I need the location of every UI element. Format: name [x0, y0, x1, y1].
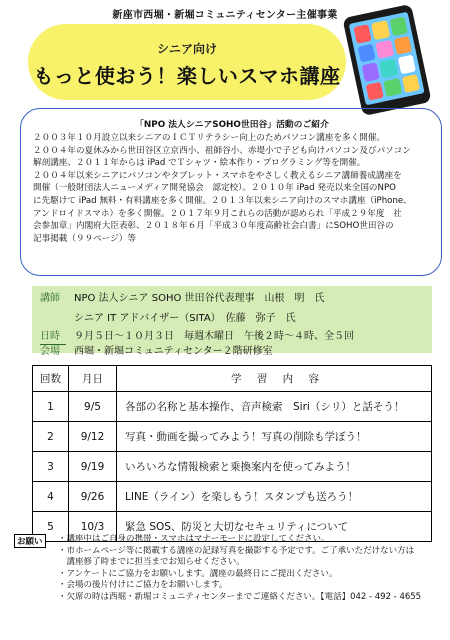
sponsor-text: 新座市西堀・新堀コミュニティセンター主催事業: [112, 10, 338, 21]
lecturer-row: [40, 312, 424, 326]
session-date: 9/12: [69, 422, 117, 452]
venue-value: 西堀・新堀コミュニティセンター２階研修室: [74, 346, 273, 357]
table-row: [33, 482, 432, 512]
session-number: 3: [33, 452, 69, 482]
venue-label: 会場: [40, 346, 60, 357]
header-date: 月日: [69, 366, 117, 392]
app-tile-icon: [358, 43, 376, 62]
session-content: 緊急 SOS、防災と大切なセキュリティについて: [117, 512, 432, 542]
app-tile-icon: [375, 39, 393, 58]
note-item: ・講座中はご自身の携帯・スマホはマナーモードに設定してください。: [58, 534, 330, 544]
table-row: [33, 452, 432, 482]
session-number: 1: [33, 392, 69, 422]
note-item: ・欠席の時は西堀・新堀コミュニティセンターまでご連絡ください。【電話】042 - 492 - 4655: [58, 591, 422, 602]
app-tile-icon: [393, 36, 411, 55]
intro-heading: 「NPO 法人シニアSOHO世田谷」活動のご紹介: [135, 120, 329, 130]
lecturer-2: シニア IT アドバイザー（SITA） 佐藤 弥子 氏: [74, 313, 296, 324]
intro-line: に先駆けて iPad 無料・有料講座を多く開催。２０１３年以来シニア向けのスマホ講座（iPhone、: [33, 195, 412, 206]
app-tile-icon: [362, 62, 380, 81]
app-tile-icon: [401, 74, 419, 93]
date-row: [40, 330, 424, 345]
phone-screen: [349, 12, 425, 106]
note-item: ・アンケートにご協力をお願いします。講座の最終日にご提出ください。: [58, 568, 338, 579]
session-date: 9/19: [69, 452, 117, 482]
note-item: 講座修了時までに担当までお知らせください。: [58, 557, 245, 568]
notes-label: お願い: [14, 534, 46, 548]
table-row: [33, 392, 432, 422]
intro-line: ２００４年以来シニアにパソコンやタブレット・スマホをやさしく教えるシニア講師養成講座を: [33, 170, 402, 181]
intro-line: アンドロイドスマホ）を多く開催。２０１７年９月これらの活動が認められ「平成２９年度 社: [33, 208, 402, 219]
intro-line: ２００３年１０月設立以来シニアのＩＣＴリテラシー向上のためパソコン講座を多く開催。: [33, 133, 386, 143]
intro-line: 解剖講座、２０１１年からは iPad でＴシャツ・絵本作り・プログラミング等を開催。: [33, 158, 366, 169]
app-tile-icon: [384, 77, 402, 96]
app-tile-icon: [371, 20, 389, 39]
intro-line: ２００４年の夏休みから世田谷区立京西小、祖師谷小、赤堤小で子ども向けパソコン及びパソコン: [33, 145, 411, 156]
app-tile-icon: [353, 24, 371, 43]
session-date: 9/26: [69, 482, 117, 512]
note-item: ・会場の後片付けにご協力をお願いします。: [58, 580, 228, 591]
note-item: ・市ホームページ等に掲載する講座の記録写真を撮影する予定です。ご了承いただけない方は: [58, 545, 415, 556]
date-label: 日時: [40, 330, 66, 345]
intro-line: 会参加章」内閣府大臣表彰、２０１８年６月「平成３０年度高齢社会白書」にSOHO世田谷の: [33, 221, 394, 232]
session-number: 2: [33, 422, 69, 452]
app-tile-icon: [389, 16, 407, 35]
session-content: 写真・動画を撮ってみよう！写真の削除も学ぼう！: [117, 422, 432, 452]
session-number: 5: [33, 512, 69, 542]
session-number: 4: [33, 482, 69, 512]
course-title: もっと使おう！楽しいスマホ講座: [33, 64, 341, 88]
header-session: 回数: [33, 366, 69, 392]
intro-line: 記事掲載（９９ページ）等: [33, 233, 136, 244]
app-tile-icon: [366, 81, 384, 100]
lecturer-row: [40, 292, 424, 306]
course-subtitle: シニア向け: [156, 42, 217, 56]
session-content: 各部の名称と基本操作、音声検索 Siri（シリ）と話そう！: [117, 392, 432, 422]
table-row: [33, 422, 432, 452]
app-tile-icon: [397, 55, 415, 74]
organization-intro-box: [20, 108, 442, 276]
intro-line: 開催（一般財団法人ニューメディア開発協会 認定校）。２０１０年 iPad 発売以来全国のNPO: [33, 183, 396, 194]
notes-list: [58, 534, 442, 604]
schedule-header-row: [33, 366, 432, 392]
session-content: LINE（ライン）を楽しもう！スタンプも送ろう！: [117, 482, 432, 512]
header-content: 学 習 内 容: [117, 366, 432, 392]
lecturer-label: 講師: [40, 293, 60, 304]
lecturer-1: NPO 法人シニア SOHO 世田谷代表理事 山根 明 氏: [74, 293, 325, 304]
session-content: いろいろな情報検索と乗換案内を使ってみよう！: [117, 452, 432, 482]
date-value: ９月５日～１０月３日 毎週木曜日 午後２時～４時、全５回: [74, 331, 354, 342]
schedule-table: [32, 365, 432, 542]
app-tile-icon: [379, 58, 397, 77]
session-date: 10/3: [69, 512, 117, 542]
session-date: 9/5: [69, 392, 117, 422]
venue-row: [40, 345, 424, 359]
lecturer-info-box: [32, 286, 432, 357]
